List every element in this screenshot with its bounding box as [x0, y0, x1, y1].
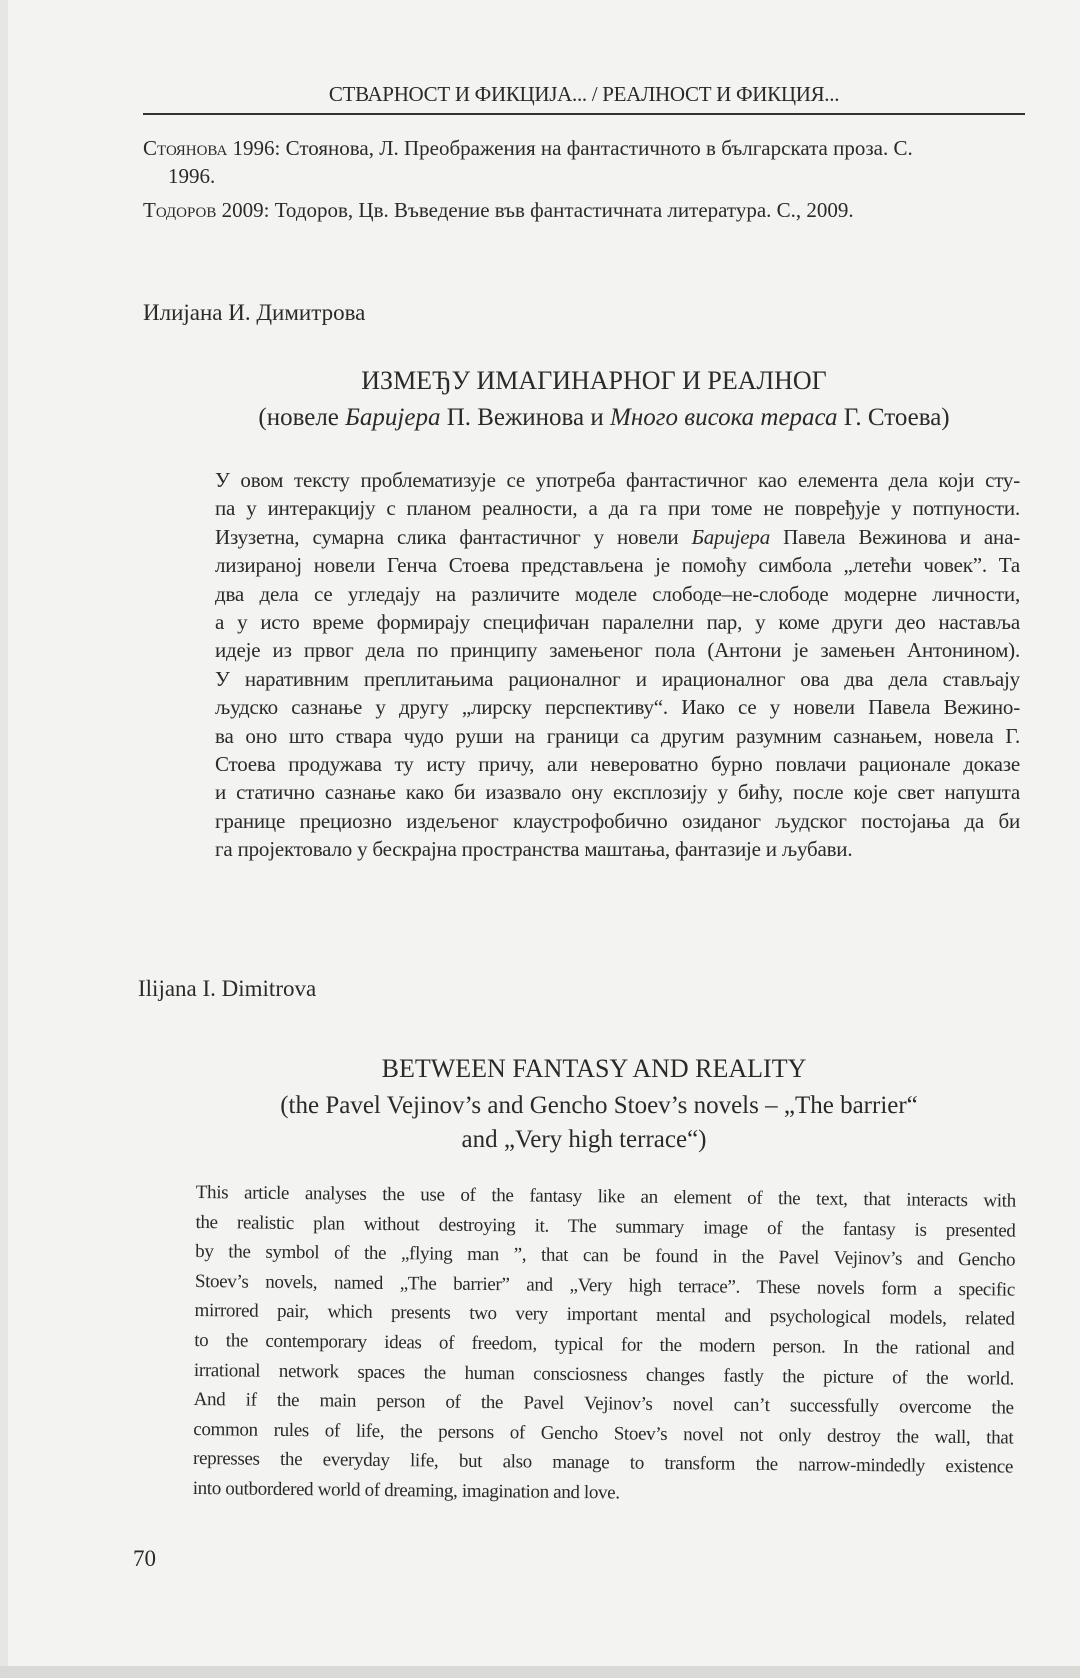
abstract-line: And if the main person of the Pavel Vejinov’s novel can’t successfully overcome the — [193, 1389, 1014, 1419]
abstract-line: Stoev’s novels, named „The barrier” and „Very high terrace”. These novels form a specific — [194, 1270, 1015, 1301]
abstract-line: by the symbol of the „flying man ”, that can be found in the Pavel Vejinov’s and Gencho — [195, 1241, 1016, 1271]
subtitle-part: Г. Стоева) — [837, 404, 950, 431]
author-en: Ilijana I. Dimitrova — [138, 976, 317, 1001]
abstract-line: This article analyses the use of the fantasy like an element of the text, that interacts with — [195, 1181, 1016, 1212]
abstract-line: Стоева продужава ту исту причу, али невероватно бурно повлачи рационале доказе — [215, 751, 1020, 776]
abstract-line: common rules of life, the persons of Gencho Stoev’s novel not only destroy the wall, that — [193, 1418, 1014, 1449]
abstract-line: into outbordered world of dreaming, imagination and love. — [192, 1477, 620, 1504]
abstract-sr — [215, 466, 1020, 863]
scan-bottom-edge — [0, 1666, 1080, 1678]
subtitle-italic: Много висока тераса — [610, 404, 838, 431]
abstract-en — [193, 1178, 1016, 1512]
title-sr: ИЗМЕЂУ ИМАГИНАРНОГ И РЕАЛНОГ — [361, 366, 827, 395]
subtitle-sr — [143, 404, 1025, 432]
abstract-line: идеје из првог дела по принципу замењеног пола (Антони је замењен Антонином). — [215, 638, 1020, 663]
abstract-text: Изузетна, сумарна слика фантастичног у новели — [215, 524, 692, 549]
page-number: 70 — [133, 1546, 156, 1571]
abstract-line: irrational network spaces the human consciosness changes fastly the picture of the world. — [193, 1359, 1015, 1390]
subtitle-part: (новеле — [258, 404, 346, 431]
abstract-line: У овом тексту проблематизује се употреба фантастичног као елемента дела који сту- — [215, 468, 1020, 492]
author-sr: Илијана И. Димитрова — [143, 300, 366, 325]
abstract-line: represses the everyday life, but also manage to transform the narrow-mindedly existence — [192, 1448, 1014, 1478]
page-edge — [0, 0, 8, 1678]
abstract-text: Павела Вежинова и ана- — [770, 524, 1020, 549]
abstract-line: два дела се угледају на различите моделе слободе–не-слободе модерне личности, — [215, 581, 1020, 606]
abstract-line — [215, 523, 1020, 551]
reference-item — [143, 198, 1025, 223]
reference-text: Тодоров, Цв. Въведение във фантастичната литература. С., 2009. — [269, 198, 854, 222]
abstract-line: па у интеракцију с планом реалности, а да га при томе не повређује у потпуности. — [215, 496, 1020, 521]
reference-key: Тодоров 2009: — [143, 198, 270, 222]
title-en: BETWEEN FANTASY AND REALITY — [381, 1054, 807, 1083]
running-head: СТВАРНОСТ И ФИКЦИЈА... / РЕАЛНОСТ И ФИКЦИЯ... — [328, 82, 840, 106]
header-rule — [143, 113, 1025, 115]
abstract-line: га пројектовало у бескрајна пространства маштања, фантазије и љубави. — [215, 837, 853, 862]
abstract-line: У наративним преплитањима рационалног и ирационалног ова два дела стављају — [215, 666, 1020, 691]
abstract-line: mirrored pair, which presents two very important mental and psychological models, related — [194, 1300, 1015, 1330]
abstract-line: ва оно што ствара чудо руши на граници са другим разумним сазнањем, новела Г. — [215, 723, 1020, 748]
abstract-line: и статично сазнање како би изазвало ону експлозију у бићу, после које свет напушта — [215, 780, 1020, 805]
abstract-line: људско сазнање у другу „лирску перспективу“. Иако се у новели Павела Вежино- — [215, 695, 1020, 720]
abstract-line: границе прециозно издељеног клаустрофобично озиданог људског постојања да би — [215, 808, 1020, 833]
reference-key: Стоянова 1996: — [143, 136, 281, 160]
reference-continuation: 1996. — [168, 164, 216, 188]
reference-text: Стоянова, Л. Преображения на фантастичното в българската проза. С. — [280, 136, 913, 160]
abstract-line: to the contemporary ideas of freedom, typical for the modern person. In the rational and — [194, 1329, 1015, 1360]
subtitle-part: П. Вежинова и — [440, 404, 611, 431]
abstract-line: лизираној новели Генча Стоева представљена је помоћу симбола „летећи човек”. Та — [215, 553, 1020, 578]
subtitle-en-2: and „Very high terrace“) — [461, 1126, 707, 1153]
abstract-line: the realistic plan without destroying it. The summary image of the fantasy is presented — [195, 1211, 1016, 1242]
reference-item — [143, 136, 1025, 161]
subtitle-en-1: (the Pavel Vejinov’s and Gencho Stoev’s novels – „The barrier“ — [280, 1092, 918, 1119]
subtitle-italic: Баријера — [345, 404, 441, 431]
abstract-italic: Баријера — [691, 524, 771, 549]
abstract-line: а у исто време формирају специфичан паралелни пар, у коме други део наставља — [215, 609, 1020, 634]
